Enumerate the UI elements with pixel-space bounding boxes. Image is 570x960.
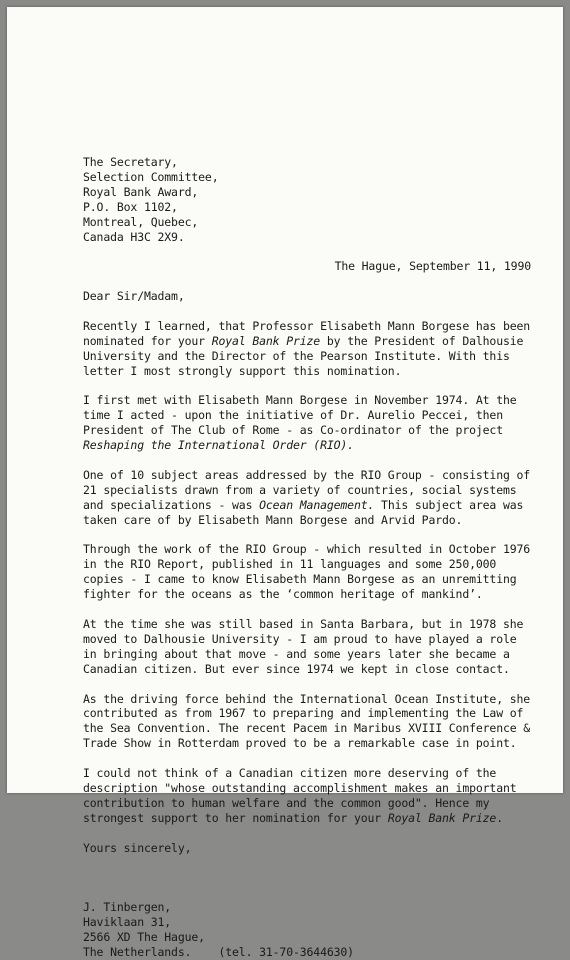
sender-line: 2566 XD The Hague, [83,929,205,944]
sender-line: J. Tinbergen, [83,900,172,915]
paragraph-line: Canadian citizen. But ever since 1974 we kept in close contact. [83,661,510,676]
paragraph-line: time I acted - upon the initiative of Dr. Aurelio Peccei, then [83,408,503,423]
sender-address [83,900,531,960]
recipient-line: Selection Committee, [83,169,219,184]
paragraph-line: Reshaping the International Order (RIO). [83,438,354,453]
paragraph-line: description "whose outstanding accomplishment makes an important [83,780,517,795]
paragraph-2 [83,393,531,453]
recipient-line: Royal Bank Award, [83,184,199,199]
italic-text: Royal Bank Prize [211,333,321,348]
paragraph-line: moved to Dalhousie University - I am proud to have played a role [83,631,517,646]
text-segment: by the President of Dalhousie [320,333,524,348]
letter-body [83,155,531,960]
paragraph-line: I could not think of a Canadian citizen more deserving of the [83,766,497,781]
paragraph-line: in the RIO Report, published in 11 languages and some 250,000 [83,557,497,572]
recipient-address [83,155,531,244]
paragraph-line: University and the Director of the Pearson Institute. With this [83,348,510,363]
italic-text: Royal Bank Prize [387,810,497,825]
sender-line: Haviklaan 31, [83,915,172,930]
paragraph-line: in bringing about that move - and some years later she became a [83,646,510,661]
paragraph-line: taken care of by Elisabeth Mann Borgese and Arvid Pardo. [83,512,463,527]
text-segment: and specializations - was [83,497,260,512]
paragraph-line: contribution to human welfare and the common good". Hence my [83,795,490,810]
paragraph-5 [83,617,531,677]
paragraph-line: Through the work of the RIO Group - which resulted in October 1976 [83,542,531,557]
paragraph-line: At the time she was still based in Santa Barbara, but in 1978 she [83,616,524,631]
paragraph-line: 21 specialists drawn from a variety of countries, social systems [83,482,517,497]
text-segment: strongest support to her nomination for your [83,810,388,825]
text-segment: This subject area was [374,497,524,512]
paragraph-line [83,811,531,826]
salutation: Dear Sir/Madam, [83,289,185,304]
paragraph-line: Trade Show in Rotterdam proved to be a remarkable case in point. [83,736,517,751]
recipient-line: Canada H3C 2X9. [83,229,185,244]
text-segment: nominated for your [83,333,212,348]
paragraph-line: fighter for the oceans as the ‘common heritage of mankind’. [83,587,483,602]
paragraph-line: the Sea Convention. The recent Pacem in Maribus XVIII Conference & [83,721,531,736]
paragraph-line: One of 10 subject areas addressed by the RIO Group - consisting of [83,467,531,482]
paragraph-line: I first met with Elisabeth Mann Borgese in November 1974. At the [83,393,517,408]
letter-page [7,7,563,959]
paragraph-line: copies - I came to know Elisabeth Mann Borgese as an unremitting [83,572,517,587]
sender-line: The Netherlands. (tel. 31-70-3644630) [83,944,354,959]
paragraph-line: letter I most strongly support this nomination. [83,363,402,378]
recipient-line: P.O. Box 1102, [83,199,178,214]
text-segment: . [496,810,503,825]
paragraph-6 [83,692,531,752]
italic-text: Ocean Management. [259,497,375,512]
recipient-line: Montreal, Quebec, [83,214,199,229]
paragraph-line: contributed as from 1967 to preparing and implementing the Law of [83,706,524,721]
paragraph-line: As the driving force behind the International Ocean Institute, she [83,691,531,706]
paragraph-line: Recently I learned, that Professor Elisabeth Mann Borgese has been [83,318,531,333]
paragraph-line [83,334,531,349]
paragraph-line: President of The Club of Rome - as Co-ordinator of the project [83,423,503,438]
paragraph-7 [83,766,531,826]
closing: Yours sincerely, [83,840,192,855]
paragraph-line [83,498,531,513]
recipient-line: The Secretary, [83,155,178,169]
date-line: The Hague, September 11, 1990 [334,259,531,274]
paragraph-1 [83,319,531,379]
paragraph-4 [83,542,531,602]
paragraph-3 [83,468,531,528]
